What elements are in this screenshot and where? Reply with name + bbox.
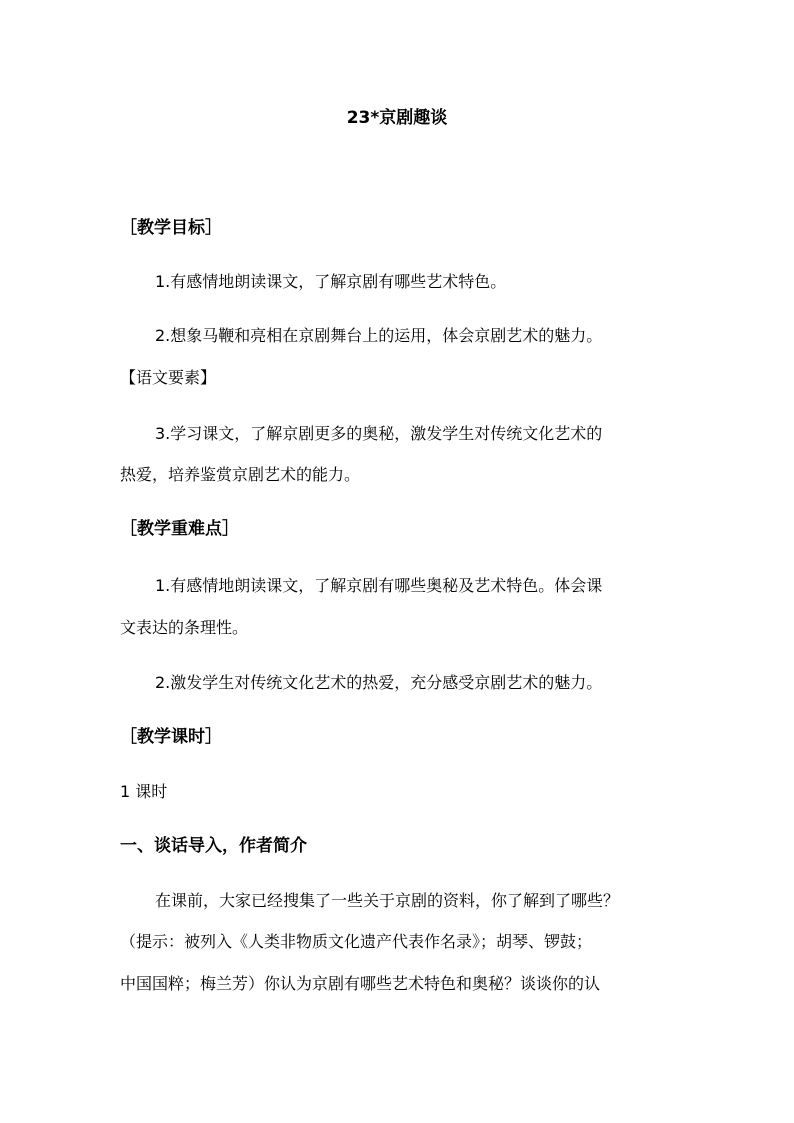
part-1-paragraph-line-2: （提示：被列入《人类非物质文化遗产代表作名录》；胡琴、锣鼓； — [120, 932, 593, 951]
objectives-heading: ［教学目标］ — [120, 218, 222, 238]
objective-3-line-1: 3.学习课文，了解京剧更多的奥秘，激发学生对传统文化艺术的 — [155, 424, 603, 443]
key-points-heading: ［教学重难点］ — [120, 519, 239, 539]
part-1-heading: 一、谈话导入，作者简介 — [120, 836, 307, 856]
teaching-hours-value: 1 课时 — [120, 782, 168, 801]
part-1-paragraph-line-1: 在课前，大家已经搜集了一些关于京剧的资料，你了解到了哪些？ — [155, 891, 620, 910]
key-point-2: 2.激发学生对传统文化艺术的热爱，充分感受京剧艺术的魅力。 — [155, 673, 603, 692]
teaching-hours-heading: ［教学课时］ — [120, 727, 222, 747]
key-point-1-line-1: 1.有感情地朗读课文，了解京剧有哪些奥秘及艺术特色。体会课 — [155, 576, 603, 595]
objective-2: 2.想象马鞭和亮相在京剧舞台上的运用，体会京剧艺术的魅力。 — [155, 326, 603, 345]
document-title: 23*京剧趣谈 — [346, 108, 448, 128]
language-elements-heading: 【语文要素】 — [120, 368, 217, 387]
objective-3-line-2: 热爱，培养鉴赏京剧艺术的能力。 — [120, 465, 361, 484]
key-point-1-line-2: 文表达的条理性。 — [120, 618, 249, 637]
objective-1: 1.有感情地朗读课文，了解京剧有哪些艺术特色。 — [155, 272, 507, 291]
part-1-paragraph-line-3: 中国国粹；梅兰芳）你认为京剧有哪些艺术特色和奥秘？谈谈你的认 — [120, 974, 601, 993]
